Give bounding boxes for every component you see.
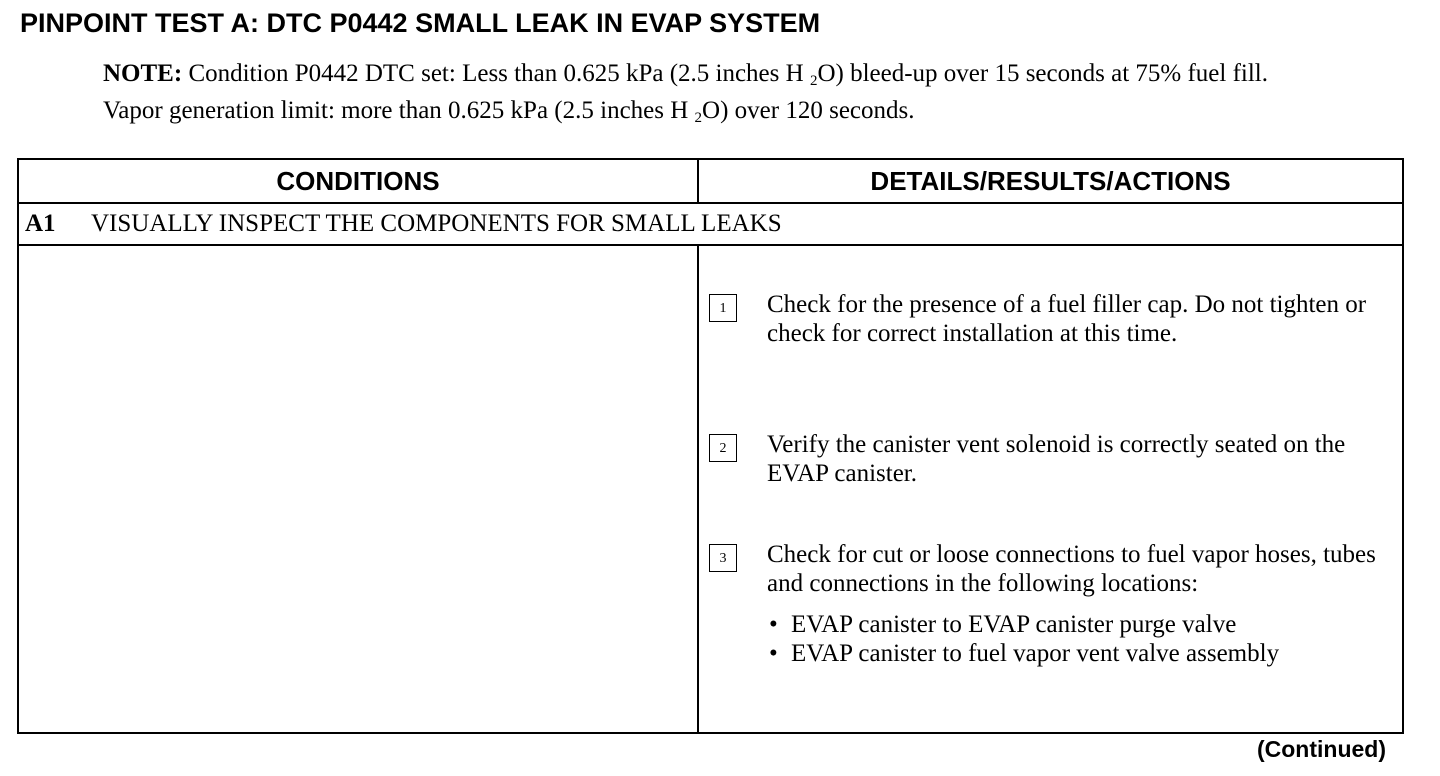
note-text-part3: O) over 120 seconds. xyxy=(702,97,915,124)
action-number-box: 3 xyxy=(709,544,737,572)
note-label: NOTE: xyxy=(103,60,183,87)
action-item xyxy=(709,430,1392,488)
continued-label: (Continued) xyxy=(1256,736,1386,762)
details-header: DETAILS/RESULTS/ACTIONS xyxy=(698,159,1403,203)
list-item: • EVAP canister to fuel vapor vent valve assembly xyxy=(767,639,1392,668)
action-number-box: 2 xyxy=(709,434,737,462)
step-id: A1 xyxy=(25,210,56,237)
action-text: Check for cut or loose connections to fuel vapor hoses, tubes and connections in the following locations: xyxy=(767,541,1376,597)
note-subscript-2: 2 xyxy=(694,110,703,126)
list-item: • EVAP canister to EVAP canister purge valve xyxy=(767,610,1392,639)
step-title-cell xyxy=(18,203,1403,245)
note-subscript-1: 2 xyxy=(809,73,818,89)
action-number-box: 1 xyxy=(709,294,737,322)
note-paragraph xyxy=(103,59,1333,133)
step-body-row xyxy=(18,245,1403,733)
page-title: PINPOINT TEST A: DTC P0442 SMALL LEAK IN EVAP SYSTEM xyxy=(20,8,821,38)
location-list xyxy=(767,610,1392,668)
actions-cell xyxy=(698,245,1403,733)
action-text: Verify the canister vent solenoid is correctly seated on the EVAP canister. xyxy=(767,431,1346,487)
action-item xyxy=(709,290,1392,348)
conditions-cell xyxy=(18,245,698,733)
table-header-row xyxy=(18,159,1403,203)
step-row xyxy=(18,203,1403,245)
note-text-part1: Condition P0442 DTC set: Less than 0.625 kPa (2.5 inches H xyxy=(182,60,810,87)
conditions-header: CONDITIONS xyxy=(18,159,698,203)
step-title: VISUALLY INSPECT THE COMPONENTS FOR SMALL LEAKS xyxy=(91,210,782,237)
note-text-part2: O) bleed-up over 15 seconds at 75% fuel fill. Vapor generation limit: more than 0.625 kPa (2.5 inches H xyxy=(103,60,1268,124)
action-text: Check for the presence of a fuel filler cap. Do not tighten or check for correct installation at this time. xyxy=(767,291,1367,347)
pinpoint-test-table xyxy=(17,158,1404,734)
action-item xyxy=(709,540,1392,668)
